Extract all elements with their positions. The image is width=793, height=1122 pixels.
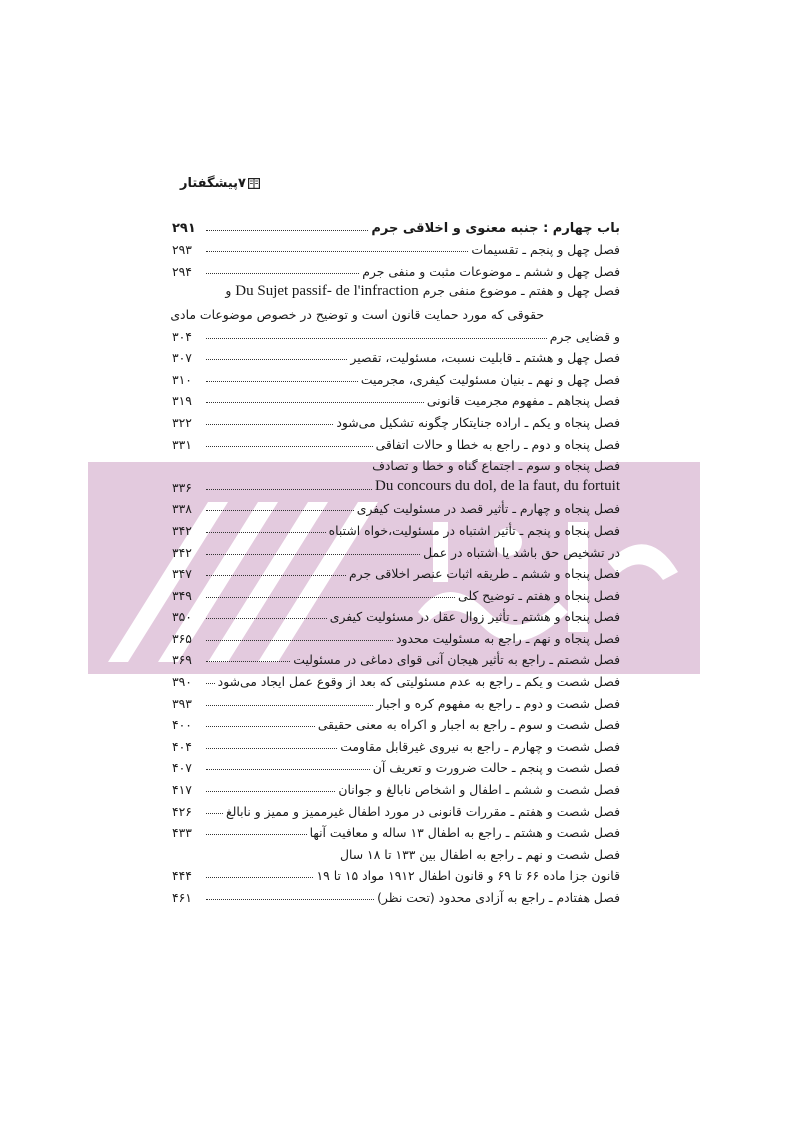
toc-page-number: ۳۳۶: [172, 479, 192, 495]
toc-entry-title: باب چهارم : جنبه معنوی و اخلاقی جرم: [371, 220, 620, 236]
toc-entry-title: فصل شصت و سوم ـ راجع به اجبار و اکراه به معنی حقیقی: [317, 717, 620, 733]
dot-leader: [206, 618, 327, 619]
dot-leader: [206, 251, 468, 252]
toc-entry-title: فصل پنجاه و دوم ـ راجع به خطا و حالات اتفاقی: [375, 436, 620, 452]
toc-page-number: ۳۶۹: [172, 652, 192, 668]
toc-entry-title: فصل شصت و چهارم ـ راجع به نیروی غیرقابل مقاومت: [340, 738, 620, 754]
toc-entry-title: فصل شصت و هشتم ـ راجع به اطفال ۱۳ ساله و معافیت آنها: [309, 825, 620, 841]
toc-entry-title: فصل پنجاه و ششم ـ طریقه اثبات عنصر اخلاقی جرم: [348, 566, 620, 582]
toc-page-number: ۴۶۱: [172, 890, 192, 905]
toc-entry: [172, 689, 620, 711]
dot-leader: [206, 683, 215, 684]
toc-part-heading: [172, 214, 620, 236]
toc-entry: [172, 430, 620, 452]
dot-leader: [206, 489, 372, 490]
toc-page-number: ۴۳۳: [172, 825, 192, 841]
dot-leader: [206, 424, 333, 425]
dot-leader: [206, 640, 393, 641]
toc-page-number: ۴۰۷: [172, 760, 192, 776]
toc-entry: [172, 538, 620, 560]
toc-page-number: ۴۰۴: [172, 738, 192, 754]
toc-entry-title: فصل پنجاه و هشتم ـ تأثیر زوال عقل در مسئولیت کیفری: [329, 609, 620, 625]
toc-entry: [172, 322, 620, 344]
toc-page-number: ۴۰۰: [172, 717, 192, 733]
dot-leader: [206, 748, 337, 749]
dot-leader: [206, 446, 373, 447]
toc-page-number: ۳۴۲: [172, 544, 192, 560]
dot-leader: [206, 726, 315, 727]
toc-entry: [172, 624, 620, 646]
toc-entry: [172, 495, 620, 517]
toc-page-number: ۳۲۲: [172, 414, 192, 430]
toc-entry: [172, 452, 620, 474]
toc-entry-title-fa: فصل چهل و هفتم ـ موضوع منفی جرم: [422, 283, 620, 299]
page-number: ۷: [238, 176, 246, 191]
running-head-page: [238, 176, 260, 191]
dot-leader: [206, 273, 359, 274]
toc-page-number: ۳۰۷: [172, 350, 192, 366]
dot-leader: [206, 899, 374, 900]
toc-page-number: ۳۵۰: [172, 609, 192, 625]
dot-leader: [206, 597, 455, 598]
toc-page-number: ۲۹۳: [172, 242, 192, 258]
toc-entry-title: فصل پنجاه و نهم ـ راجع به مسئولیت محدود: [396, 630, 620, 646]
toc-entry: [172, 754, 620, 776]
toc-entry: [172, 646, 620, 668]
book-icon: [248, 178, 260, 189]
toc-entry: [172, 840, 620, 862]
dot-leader: [206, 705, 373, 706]
toc-entry: [172, 581, 620, 603]
toc-entry-title: فصل پنجاه و سوم ـ اجتماع گناه و خطا و تصادف: [372, 458, 620, 474]
toc-entry-title: فصل شصت و نهم ـ راجع به اطفال بین ۱۳۳ تا ۱۸ سال: [339, 846, 620, 862]
dot-leader: [206, 813, 223, 814]
toc-entry: [172, 516, 620, 538]
toc-entry: [172, 883, 620, 905]
toc-entry-title: فصل پنجاه و چهارم ـ تأثیر قصد در مسئولیت کیفری: [356, 501, 620, 517]
toc-entry-title: فصل چهل و پنجم ـ تقسیمات: [471, 242, 620, 258]
toc-entry-title: فصل پنجاهم ـ مفهوم مجرمیت قانونی: [426, 393, 620, 409]
toc-page-number: ۳۹۳: [172, 695, 192, 711]
toc-page-number: ۳۰۴: [172, 328, 192, 344]
toc-entry: [172, 279, 620, 301]
toc-entry-title-tail: و: [225, 283, 232, 299]
toc-entry: [172, 667, 620, 689]
toc-entry-title: فصل پنجاه و پنجم ـ تأثیر اشتباه در مسئولیت،خواه اشتباه: [328, 522, 620, 538]
running-head: [172, 176, 621, 191]
dot-leader: [206, 532, 326, 533]
toc-entry-title: فصل شصت و ششم ـ اطفال و اشخاص نابالغ و جوانان: [338, 782, 620, 798]
toc-entry-title: فصل شصت و یکم ـ راجع به عدم مسئولیتی که بعد از وقوع عمل ایجاد می‌شود: [217, 674, 620, 690]
toc-entry: [172, 300, 620, 322]
toc-entry-title: فصل چهل و نهم ـ بنیان مسئولیت کیفری، مجرمیت: [360, 371, 620, 387]
toc-entry: [172, 408, 620, 430]
toc-page-number: ۳۴۲: [172, 522, 192, 538]
toc-page-number: ۳۱۹: [172, 393, 192, 409]
dot-leader: [206, 554, 420, 555]
running-head-title: پیشگفتار: [180, 176, 239, 191]
toc-entry: [172, 797, 620, 819]
dot-leader: [206, 661, 290, 662]
toc-page-number: ۴۱۷: [172, 782, 192, 798]
toc-page-number: ۴۴۴: [172, 868, 192, 884]
toc-entry-title: قانون جزا ماده ۶۶ تا ۶۹ و قانون اطفال ۱۹۱۲ مواد ۱۵ تا ۱۹: [316, 868, 620, 884]
toc-entry: [172, 473, 620, 495]
toc-entry-title: حقوقی که مورد حمایت قانون است و توضیح در خصوص موضوعات مادی: [170, 306, 544, 322]
dot-leader: [206, 834, 307, 835]
toc-entry-title: فصل چهل و ششم ـ موضوعات مثبت و منفی جرم: [362, 263, 620, 279]
toc-page-number: ۳۳۸: [172, 501, 192, 517]
toc-entry-title: فصل هفتادم ـ راجع به آزادی محدود (تحت نظر): [377, 890, 620, 905]
toc-entry: [172, 862, 620, 884]
toc-page-number: ۳۶۵: [172, 630, 192, 646]
toc-page-number: ۳۴۷: [172, 566, 192, 582]
toc-entry-title: و قضایی جرم: [549, 328, 620, 344]
toc-entry: [172, 560, 620, 582]
toc-entry-title: فصل شصتم ـ راجع به تأثیر هیجان آنی قوای دماغی در مسئولیت: [293, 652, 620, 668]
dot-leader: [206, 510, 354, 511]
toc-entry: [172, 603, 620, 625]
toc-entry-title: فصل پنجاه و یکم ـ اراده جنایتکار چگونه تشکیل می‌شود: [336, 414, 620, 430]
toc-entry-title: Du concours du dol, de la faut, du fortuit: [375, 477, 620, 494]
toc-entry-title: فصل شصت و دوم ـ راجع به مفهوم کره و اجبار: [376, 695, 620, 711]
dot-leader: [206, 230, 368, 231]
toc-page-number: ۴۲۶: [172, 803, 192, 819]
dot-leader: [206, 359, 347, 360]
dot-leader: [206, 338, 547, 339]
toc-page-number: ۳۹۰: [172, 674, 192, 690]
toc-entry-title: فصل چهل و هشتم ـ قابلیت نسبت، مسئولیت، تقصیر: [350, 350, 620, 366]
toc-entry: [172, 365, 620, 387]
dot-leader: [206, 769, 370, 770]
toc-entry: [172, 819, 620, 841]
toc-entry-title: [225, 283, 620, 300]
toc-entry: [172, 711, 620, 733]
table-of-contents: [172, 214, 620, 905]
dot-leader: [206, 402, 424, 403]
toc-page-number: ۲۹۱: [172, 220, 196, 236]
dot-leader: [206, 791, 335, 792]
toc-entry-title: فصل پنجاه و هفتم ـ توضیح کلی: [458, 587, 620, 603]
dot-leader: [206, 381, 358, 382]
dot-leader: [206, 877, 313, 878]
toc-page-number: ۳۴۹: [172, 587, 192, 603]
dot-leader: [206, 575, 346, 576]
toc-page-number: ۳۱۰: [172, 371, 192, 387]
toc-entry-title-latin: Du Sujet passif- de l'infraction: [235, 283, 419, 300]
toc-entry: [172, 775, 620, 797]
toc-entry-title: در تشخیص حق باشد یا اشتباه در عمل: [423, 544, 620, 560]
toc-page-number: ۳۳۱: [172, 436, 192, 452]
toc-entry: [172, 387, 620, 409]
toc-entry-title: فصل شصت و هفتم ـ مقررات قانونی در مورد اطفال غیرممیز و ممیز و نابالغ: [225, 803, 620, 819]
toc-entry: [172, 236, 620, 258]
toc-entry-title: فصل شصت و پنجم ـ حالت ضرورت و تعریف آن: [372, 760, 620, 776]
toc-entry: [172, 344, 620, 366]
toc-page-number: ۲۹۴: [172, 263, 192, 279]
toc-entry: [172, 257, 620, 279]
toc-entry: [172, 732, 620, 754]
